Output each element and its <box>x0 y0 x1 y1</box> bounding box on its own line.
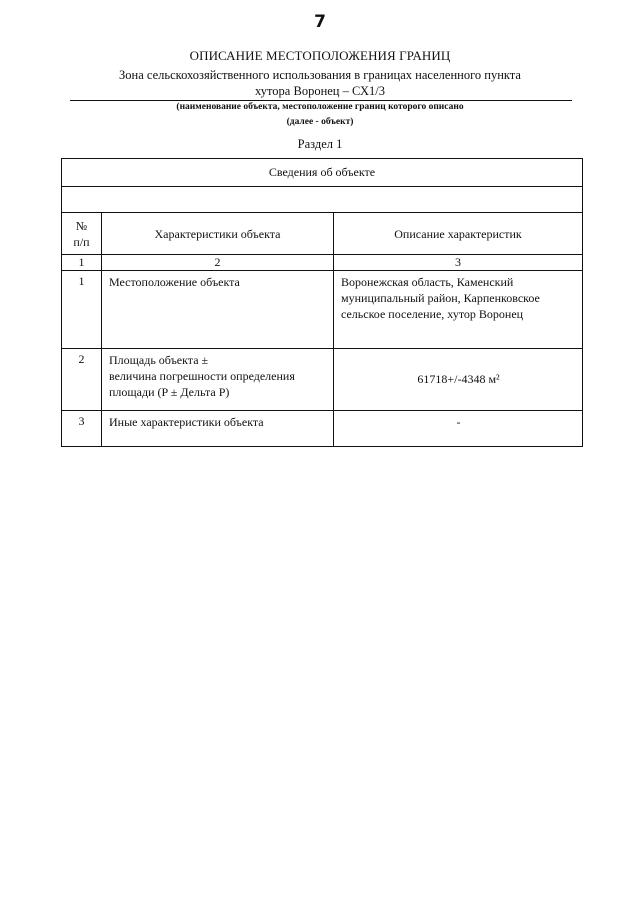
table-row <box>62 411 583 447</box>
row-characteristic: Иные характеристики объекта <box>102 411 334 447</box>
table-header: Сведения об объекте <box>62 159 583 187</box>
document-title: ОПИСАНИЕ МЕСТОПОЛОЖЕНИЯ ГРАНИЦ <box>189 48 451 63</box>
object-caption-line-1: (наименование объекта, местоположение границ которого описано <box>176 102 464 112</box>
section-label: Раздел 1 <box>297 137 343 151</box>
page-number: 7 <box>314 12 326 32</box>
column-number: 3 <box>334 255 583 271</box>
table-row <box>62 271 583 349</box>
row-characteristic: Площадь объекта ± величина погрешности определения площади (P ± Дельта P) <box>102 349 334 411</box>
column-number: 2 <box>102 255 334 271</box>
row-number: 1 <box>62 271 102 349</box>
row-description: 61718+/-4348 м² <box>334 349 583 411</box>
row-number: 3 <box>62 411 102 447</box>
object-info-table <box>61 158 583 447</box>
column-header-description: Описание характеристик <box>334 213 583 255</box>
column-number: 1 <box>62 255 102 271</box>
column-header-characteristic: Характеристики объекта <box>102 213 334 255</box>
row-characteristic: Местоположение объекта <box>102 271 334 349</box>
object-caption-line-2: (далее - объект) <box>286 117 354 127</box>
row-description: - <box>334 411 583 447</box>
row-description: Воронежская область, Каменский муниципальный район, Карпенковское сельское поселение, хутор Воронец <box>334 271 583 349</box>
table-empty-row <box>62 187 583 213</box>
zone-name-line-1: Зона сельскохозяйственного использования в границах населенного пункта <box>119 68 521 82</box>
table-row <box>62 349 583 411</box>
column-header-number: № п/п <box>62 213 102 255</box>
title-underline <box>70 100 572 101</box>
row-number: 2 <box>62 349 102 411</box>
zone-name-line-2: хутора Воронец – СХ1/3 <box>254 84 386 98</box>
